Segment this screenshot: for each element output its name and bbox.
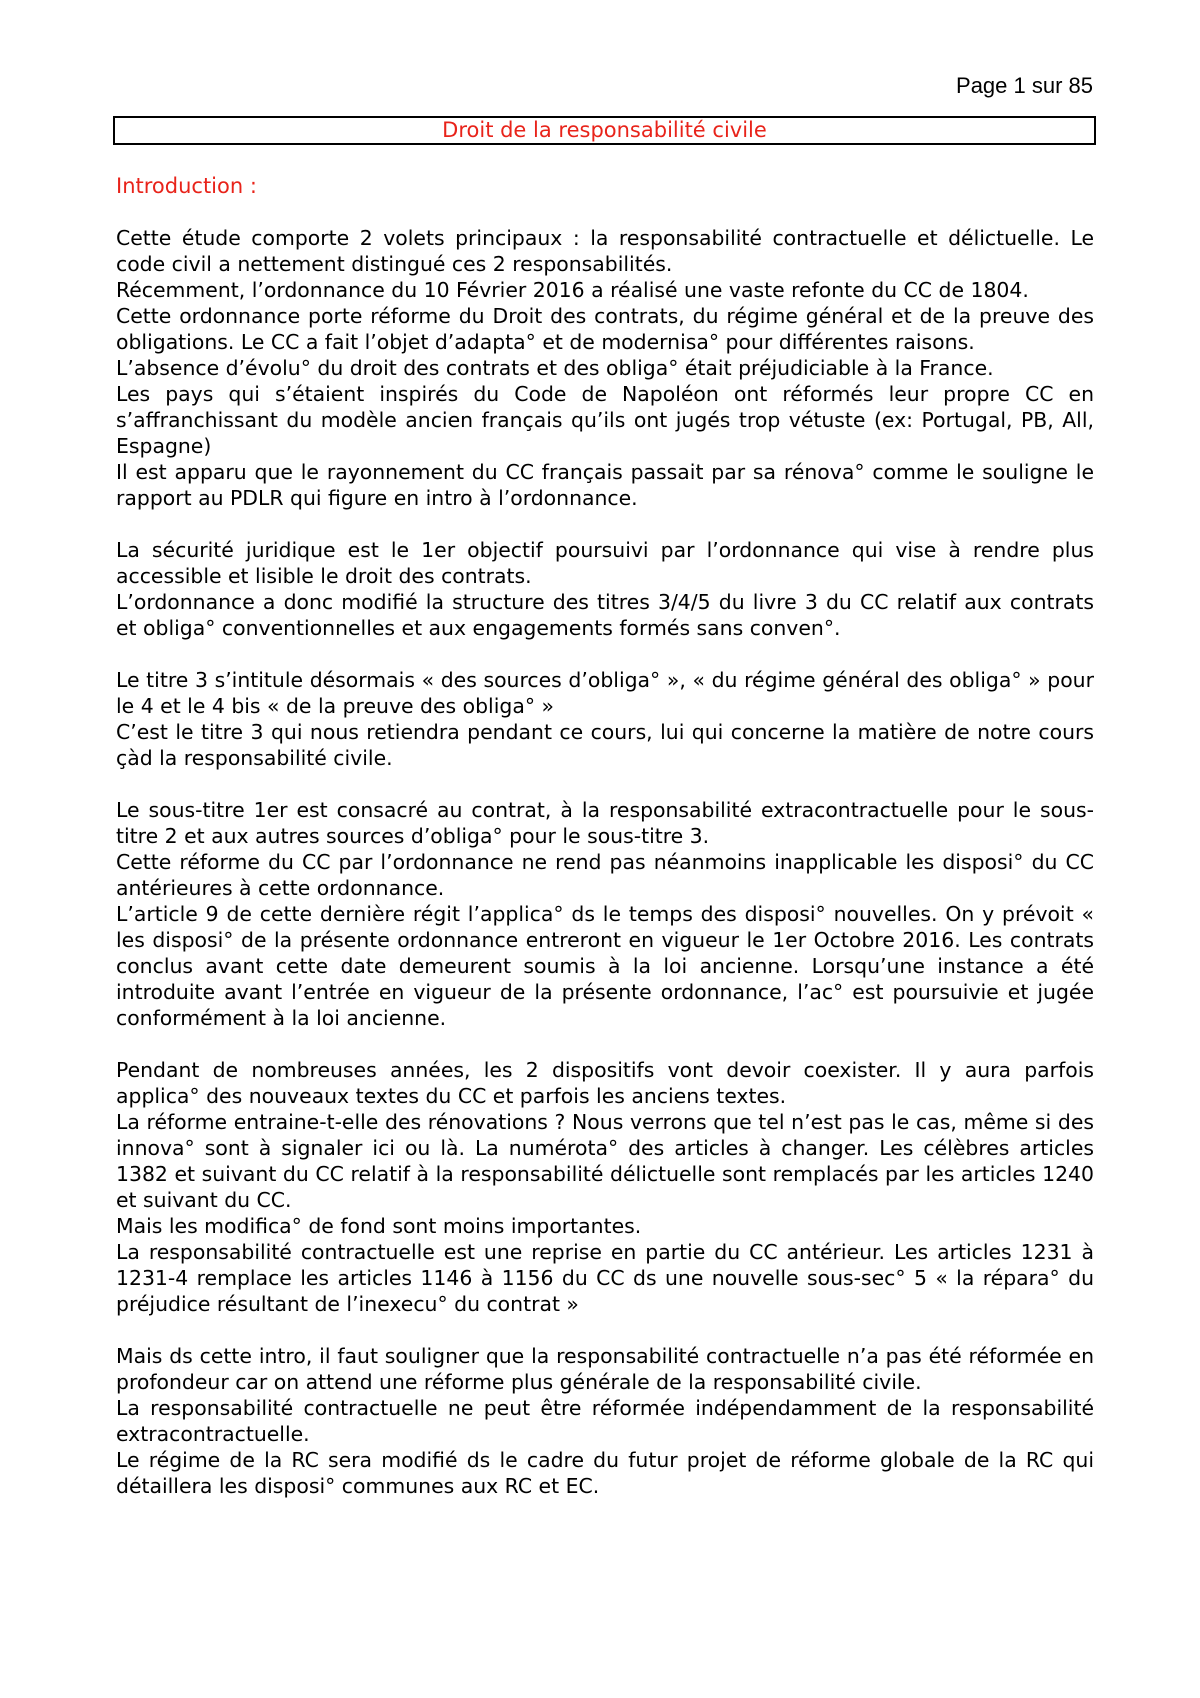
page-number: Page 1 sur 85 (956, 73, 1093, 98)
paragraph-gap (116, 1031, 1094, 1057)
paragraph: La sécurité juridique est le 1er objectif poursuivi par l’ordonnance qui vise à rendre plus accessible et lisible le droit des contrats. (116, 538, 1094, 588)
paragraph-gap (116, 641, 1094, 667)
paragraph: Mais les modifica° de fond sont moins importantes. (116, 1214, 642, 1238)
paragraph: L’ordonnance a donc modifié la structure des titres 3/4/5 du livre 3 du CC relatif aux contrats et obliga° conventionnelles et aux engagements formés sans conven°. (116, 590, 1094, 640)
paragraph: Les pays qui s’étaient inspirés du Code de Napoléon ont réformés leur propre CC en s’affranchissant du modèle ancien français qu’ils ont jugés trop vétuste (ex: Portugal, PB, All, Espagne) (116, 382, 1094, 458)
paragraph: La responsabilité contractuelle ne peut être réformée indépendamment de la responsabilité extracontractuelle. (116, 1396, 1094, 1446)
document-body (116, 225, 1094, 1499)
paragraph: Il est apparu que le rayonnement du CC français passait par sa rénova° comme le souligne le rapport au PDLR qui figure en intro à l’ordonnance. (116, 460, 1094, 510)
paragraph-gap (116, 771, 1094, 797)
paragraph: Le régime de la RC sera modifié ds le cadre du futur projet de réforme globale de la RC qui détaillera les disposi° communes aux RC et EC. (116, 1448, 1094, 1498)
paragraph: Le sous-titre 1er est consacré au contrat, à la responsabilité extracontractuelle pour le sous-titre 2 et aux autres sources d’obliga° pour le sous-titre 3. (116, 798, 1094, 848)
paragraph: La responsabilité contractuelle est une reprise en partie du CC antérieur. Les articles 1231 à 1231-4 remplace les articles 1146 à 1156 du CC ds une nouvelle sous-sec° 5 « la répara° du préjudice résultant de l’inexecu° du contrat » (116, 1240, 1094, 1316)
paragraph: L’absence d’évolu° du droit des contrats et des obliga° était préjudiciable à la France. (116, 356, 994, 380)
section-heading: Introduction : (116, 174, 257, 198)
paragraph: Cette réforme du CC par l’ordonnance ne rend pas néanmoins inapplicable les disposi° du CC antérieures à cette ordonnance. (116, 850, 1094, 900)
paragraph-gap (116, 1317, 1094, 1343)
paragraph: Cette ordonnance porte réforme du Droit des contrats, du régime général et de la preuve des obligations. Le CC a fait l’objet d’adapta° et de modernisa° pour différentes raisons. (116, 304, 1094, 354)
paragraph: Cette étude comporte 2 volets principaux : la responsabilité contractuelle et délictuelle. Le code civil a nettement distingué ces 2 responsabilités. (116, 226, 1094, 276)
paragraph: La réforme entraine-t-elle des rénovations ? Nous verrons que tel n’est pas le cas, même si des innova° sont à signaler ici ou là. La numérota° des articles à changer. Les célèbres articles 1382 et suivant du CC relatif à la responsabilité délictuelle sont remplacés par les articles 1240 et suivant du CC. (116, 1110, 1094, 1212)
document-title: Droit de la responsabilité civile (113, 116, 1096, 145)
paragraph-gap (116, 511, 1094, 537)
paragraph: L’article 9 de cette dernière régit l’applica° ds le temps des disposi° nouvelles. On y prévoit « les disposi° de la présente ordonnance entreront en vigueur le 1er Octobre 2016. Les contrats conclus avant cette date demeurent soumis à la loi ancienne. Lorsqu’une instance a été introduite avant l’entrée en vigueur de la présente ordonnance, l’ac° est poursuivie et jugée conformément à la loi ancienne. (116, 902, 1094, 1030)
paragraph: Récemment, l’ordonnance du 10 Février 2016 a réalisé une vaste refonte du CC de 1804. (116, 278, 1029, 302)
paragraph: C’est le titre 3 qui nous retiendra pendant ce cours, lui qui concerne la matière de notre cours çàd la responsabilité civile. (116, 720, 1094, 770)
paragraph: Pendant de nombreuses années, les 2 dispositifs vont devoir coexister. Il y aura parfois applica° des nouveaux textes du CC et parfois les anciens textes. (116, 1058, 1094, 1108)
paragraph: Le titre 3 s’intitule désormais « des sources d’obliga° », « du régime général des obliga° » pour le 4 et le 4 bis « de la preuve des obliga° » (116, 668, 1094, 718)
paragraph: Mais ds cette intro, il faut souligner que la responsabilité contractuelle n’a pas été réformée en profondeur car on attend une réforme plus générale de la responsabilité civile. (116, 1344, 1094, 1394)
